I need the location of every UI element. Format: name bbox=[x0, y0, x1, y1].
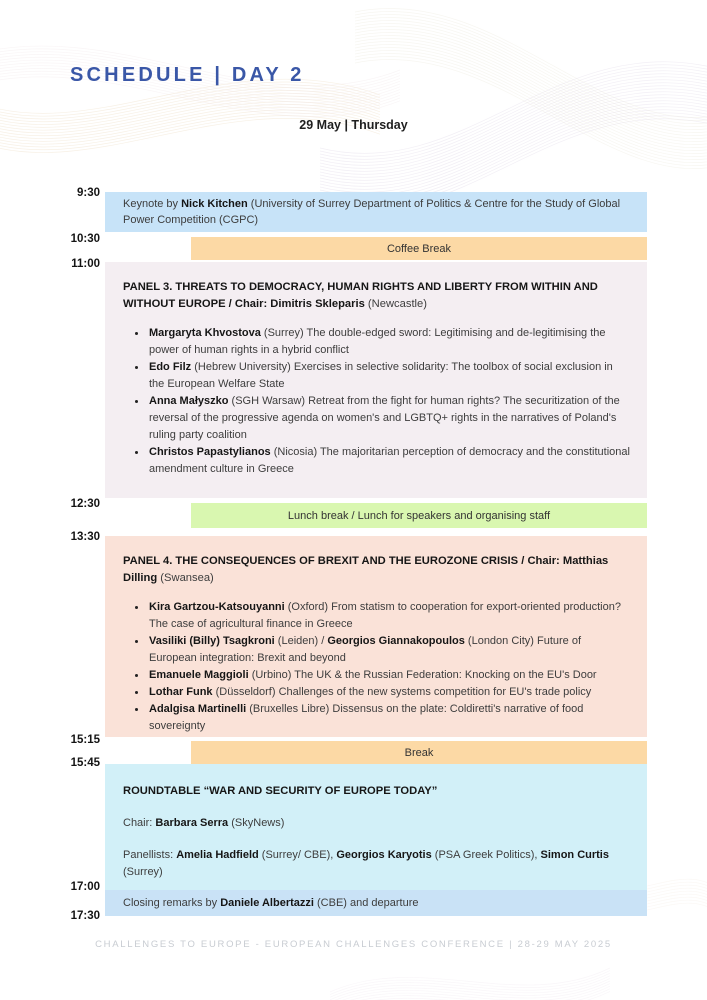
date-line: 29 May | Thursday bbox=[299, 118, 408, 132]
time-label-1515: 15:15 bbox=[70, 734, 100, 746]
panel4-heading: PANEL 4. THE CONSEQUENCES OF BREXIT AND THE EUROZONE CRISIS / Chair: Matthias Dilling (Swansea) bbox=[123, 555, 609, 584]
time-label-1730: 17:30 bbox=[70, 910, 100, 922]
roundtable-chair: Chair: Barbara Serra (SkyNews) bbox=[123, 817, 285, 829]
roundtable-title: ROUNDTABLE “WAR AND SECURITY OF EUROPE TODAY” bbox=[123, 785, 438, 797]
time-label-0930: 9:30 bbox=[76, 187, 100, 199]
roundtable-panellists: Panellists: Amelia Hadfield (Surrey/ CBE), Georgios Karyotis (PSA Greek Politics), Simon Curtis (Surrey) bbox=[123, 849, 609, 878]
panel3-speaker-list bbox=[123, 325, 631, 478]
lunch-break-block bbox=[191, 503, 647, 528]
speaker-bullet-item: • Kira Gartzou-Katsouyanni (Oxford) From statism to cooperation for export-oriented production? The case of agricultural finance in Greece bbox=[147, 599, 631, 633]
coffee-break-label: Coffee Break bbox=[386, 242, 451, 255]
break-block bbox=[191, 741, 647, 764]
time-label-1545: 15:45 bbox=[70, 757, 100, 769]
speaker-bullet-item: • Anna Małyszko (SGH Warsaw) Retreat from the fight for human rights? The securitization of the reversal of the progressive agenda on women's and LGBTQ+ rights in the narratives of Poland's ruling party coalition bbox=[147, 393, 631, 444]
panel3-heading: PANEL 3. THREATS TO DEMOCRACY, HUMAN RIGHTS AND LIBERTY FROM WITHIN AND WITHOUT EUROPE / Chair: Dimitris Skleparis (Newcastle) bbox=[123, 281, 598, 310]
speaker-bullet-item: • Adalgisa Martinelli (Bruxelles Libre) Dissensus on the plate: Coldiretti's narrative of food sovereignty bbox=[147, 701, 631, 735]
panel4-speaker-list bbox=[123, 599, 631, 735]
time-label-1030: 10:30 bbox=[70, 233, 100, 245]
footer-text: CHALLENGES TO EUROPE - EUROPEAN CHALLENGES CONFERENCE | 28-29 MAY 2025 bbox=[95, 939, 612, 950]
roundtable-block bbox=[105, 764, 647, 896]
speaker-bullet-item: • Margaryta Khvostova (Surrey) The double-edged sword: Legitimising and de-legitimising the power of human rights in a hybrid conflict bbox=[147, 325, 631, 359]
speaker-bullet-item: • Edo Filz (Hebrew University) Exercises in selective solidarity: The toolbox of social exclusion in the European Welfare State bbox=[147, 359, 631, 393]
time-label-1330: 13:30 bbox=[70, 531, 100, 543]
coffee-break-block bbox=[191, 237, 647, 260]
time-label-1700: 17:00 bbox=[70, 881, 100, 893]
speaker-bullet-item: • Lothar Funk (Düsseldorf) Challenges of the new systems competition for EU's trade policy bbox=[147, 684, 631, 701]
keynote-block bbox=[105, 192, 647, 232]
speaker-bullet-item: • Emanuele Maggioli (Urbino) The UK & the Russian Federation: Knocking on the EU's Door bbox=[147, 667, 631, 684]
keynote-text: Keynote by Nick Kitchen (University of Surrey Department of Politics & Centre for the Study of Global Power Competition (CGPC) bbox=[123, 198, 621, 226]
time-label-1100: 11:00 bbox=[71, 258, 100, 270]
closing-remarks-text: Closing remarks by Daniele Albertazzi (CBE) and departure bbox=[123, 897, 419, 909]
lunch-break-label: Lunch break / Lunch for speakers and organising staff bbox=[287, 509, 551, 522]
break-label: Break bbox=[404, 746, 434, 759]
panel3-block bbox=[105, 262, 647, 498]
speaker-bullet-item: • Vasiliki (Billy) Tsagkroni (Leiden) / Georgios Giannakopoulos (London City) Future of European integration: Brexit and beyond bbox=[147, 633, 631, 667]
page-title: SCHEDULE | DAY 2 bbox=[70, 64, 305, 86]
time-label-1230: 12:30 bbox=[70, 498, 100, 510]
closing-remarks-block bbox=[105, 890, 647, 916]
panel4-block bbox=[105, 536, 647, 737]
speaker-bullet-item: • Christos Papastylianos (Nicosia) The majoritarian perception of democracy and the constitutional amendment culture in Greece bbox=[147, 444, 631, 478]
